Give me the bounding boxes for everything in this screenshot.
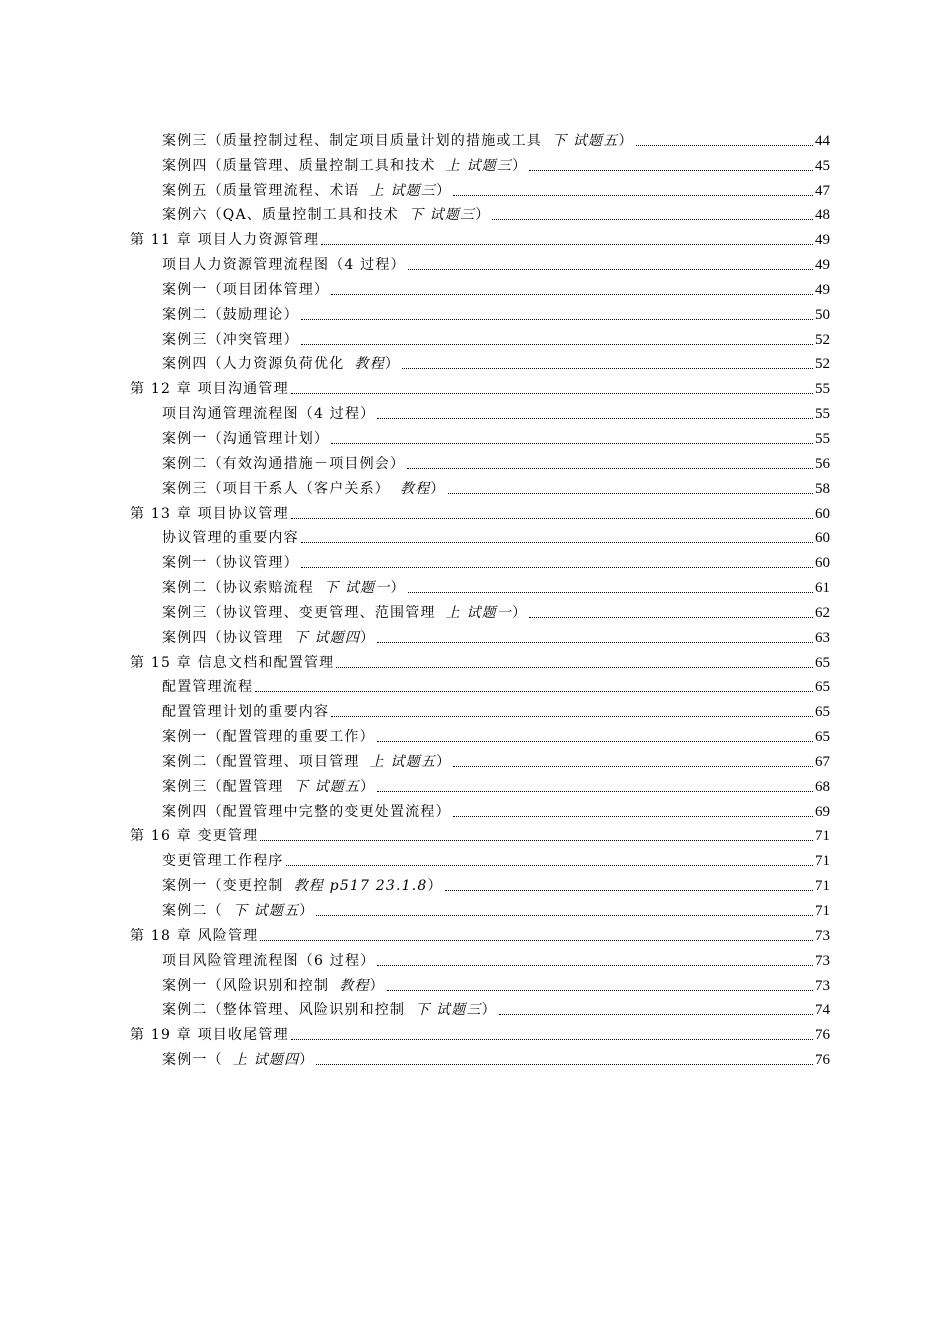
toc-entry-note: 上 试题五 (369, 753, 437, 770)
toc-entry-title (162, 678, 253, 696)
toc-page-number: 49 (815, 232, 830, 249)
toc-entry-text: 项目人力资源管理流程图（4 过程） (162, 257, 406, 274)
toc-section-entry[interactable] (130, 423, 830, 448)
toc-entry-note: 下 试题五 (293, 778, 361, 795)
toc-entry-text: 案例四（质量管理、质量控制工具和技术 (162, 157, 436, 174)
toc-entry-text: 项目风险管理流程图（6 过程） (162, 952, 376, 969)
toc-page-number: 71 (815, 903, 830, 919)
toc-page-number: 50 (815, 306, 830, 323)
toc-entry-close-paren: ） (384, 356, 401, 373)
toc-entry-close-paren: ） (360, 778, 376, 795)
toc-entry-title (162, 703, 329, 721)
toc-entry-title (162, 281, 329, 299)
toc-section-entry[interactable] (130, 299, 830, 324)
toc-page-number: 65 (815, 704, 830, 721)
toc-page-number: 49 (815, 257, 830, 274)
toc-dot-leader (492, 219, 813, 220)
toc-entry-title (162, 629, 375, 647)
toc-dot-leader (445, 890, 813, 891)
toc-section-entry[interactable] (130, 448, 830, 473)
toc-section-entry[interactable] (130, 523, 830, 548)
toc-entry-title (130, 827, 258, 845)
toc-chapter-entry[interactable] (130, 373, 830, 398)
toc-dot-leader (301, 319, 813, 320)
toc-page-number: 69 (815, 803, 830, 820)
toc-dot-leader (336, 667, 813, 668)
toc-entry-text: 案例二（整体管理、风险识别和控制 (162, 1002, 406, 1019)
toc-entry-title (162, 579, 406, 597)
toc-entry-text: 案例三（配置管理 (162, 778, 284, 795)
toc-entry-title (162, 753, 451, 771)
toc-entry-text: 案例三（质量控制过程、制定项目质量计划的措施或工具 (162, 132, 542, 149)
toc-entry-text: 案例六（QA、质量控制工具和技术 (162, 207, 399, 224)
toc-dot-leader (448, 493, 813, 494)
toc-dot-leader (255, 691, 813, 692)
table-of-contents (130, 125, 830, 1069)
toc-page-number: 55 (815, 406, 830, 423)
toc-dot-leader (529, 170, 813, 171)
toc-entry-close-paren: ） (512, 157, 528, 174)
toc-entry-title (162, 952, 375, 970)
toc-page-number: 49 (815, 281, 830, 298)
toc-entry-title (162, 182, 451, 200)
toc-entry-text: 案例一（配置管理的重要工作） (162, 729, 375, 746)
toc-page-number: 65 (815, 654, 830, 671)
toc-entry-close-paren: ） (427, 878, 443, 895)
toc-entry-text: 案例四（人力资源负荷优化 (162, 356, 345, 373)
toc-entry-close-paren: ） (436, 753, 452, 770)
toc-entry-title (130, 654, 334, 672)
toc-entry-title (130, 1026, 289, 1044)
toc-dot-leader (377, 791, 813, 792)
toc-chapter-entry[interactable] (130, 224, 830, 249)
toc-entry-title (162, 1001, 497, 1019)
toc-section-entry[interactable] (130, 845, 830, 870)
toc-entry-text: 案例一（协议管理） (162, 555, 299, 572)
toc-entry-note: 下 试题五 (552, 132, 619, 149)
toc-entry-text: 第 15 章 信息文档和配置管理 (130, 654, 335, 671)
toc-dot-leader (331, 716, 813, 717)
toc-entry-title (162, 902, 314, 920)
toc-entry-title (130, 505, 289, 523)
toc-page-number: 76 (815, 1027, 830, 1044)
toc-section-entry[interactable] (130, 200, 830, 225)
toc-page-number: 60 (815, 530, 830, 547)
toc-dot-leader (301, 344, 813, 345)
toc-dot-leader (453, 766, 813, 767)
toc-entry-text: 配置管理计划的重要内容 (162, 704, 330, 721)
toc-entry-title (162, 877, 443, 895)
toc-entry-close-paren: ） (618, 132, 634, 149)
toc-entry-note: 上 试题四 (232, 1052, 300, 1069)
toc-section-entry[interactable] (130, 970, 830, 995)
toc-entry-title (130, 380, 289, 398)
toc-entry-title (162, 480, 446, 498)
toc-dot-leader (387, 990, 813, 991)
toc-entry-title (162, 529, 299, 547)
toc-dot-leader (260, 840, 813, 841)
toc-dot-leader (529, 617, 813, 618)
toc-dot-leader (291, 518, 813, 519)
toc-entry-close-paren: ） (390, 580, 406, 597)
toc-dot-leader (453, 816, 813, 817)
toc-section-entry[interactable] (130, 597, 830, 622)
toc-entry-text: 案例一（沟通管理计划） (162, 430, 330, 447)
toc-entry-text: 案例一（变更控制 (162, 878, 284, 895)
toc-entry-text: 项目沟通管理流程图（4 过程） (162, 406, 376, 423)
toc-dot-leader (260, 940, 813, 941)
toc-entry-text: 案例二（有效沟通措施－项目例会） (162, 455, 406, 472)
toc-entry-title (130, 927, 258, 945)
toc-section-entry[interactable] (130, 672, 830, 697)
toc-section-entry[interactable] (130, 547, 830, 572)
toc-dot-leader (301, 542, 813, 543)
toc-dot-leader (377, 965, 813, 966)
toc-section-entry[interactable] (130, 349, 830, 374)
toc-entry-title (162, 132, 634, 150)
toc-page-number: 58 (815, 480, 830, 497)
toc-chapter-entry[interactable] (130, 1019, 830, 1044)
toc-dot-leader (291, 1039, 813, 1040)
toc-chapter-entry[interactable] (130, 647, 830, 672)
toc-section-entry[interactable] (130, 796, 830, 821)
toc-dot-leader (377, 418, 813, 419)
toc-entry-text: 第 16 章 变更管理 (130, 828, 259, 845)
toc-page-number: 60 (815, 555, 830, 572)
toc-entry-title (162, 852, 284, 870)
toc-entry-close-paren: ） (299, 1052, 315, 1069)
toc-dot-leader (636, 145, 813, 146)
toc-page-number: 76 (815, 1052, 830, 1069)
toc-page-number: 48 (815, 207, 830, 224)
toc-entry-text: 案例四（协议管理 (162, 629, 284, 646)
toc-chapter-entry[interactable] (130, 920, 830, 945)
toc-entry-text: 案例二（配置管理、项目管理 (162, 753, 360, 770)
toc-entry-note: 上 试题三 (445, 157, 513, 174)
toc-page-number: 56 (815, 455, 830, 472)
toc-page-number: 52 (815, 331, 830, 348)
toc-section-entry[interactable] (130, 473, 830, 498)
toc-entry-title (162, 405, 375, 423)
toc-entry-note: 教程 (400, 480, 431, 497)
toc-entry-title (162, 157, 527, 175)
toc-section-entry[interactable] (130, 398, 830, 423)
toc-entry-text: 案例二（鼓励理论） (162, 306, 299, 323)
toc-entry-note: 下 试题三 (408, 207, 476, 224)
toc-entry-close-paren: ） (475, 207, 491, 224)
toc-entry-title (162, 778, 375, 796)
toc-entry-text: 第 19 章 项目收尾管理 (130, 1027, 289, 1044)
toc-entry-text: 案例二（协议索赔流程 (162, 580, 314, 597)
toc-entry-title (162, 256, 406, 274)
toc-dot-leader (377, 741, 813, 742)
toc-entry-text: 第 13 章 项目协议管理 (130, 505, 289, 522)
toc-entry-note: 下 试题一 (324, 580, 391, 597)
toc-entry-text: 第 11 章 项目人力资源管理 (130, 232, 320, 249)
toc-section-entry[interactable] (130, 150, 830, 175)
toc-entry-title (162, 554, 299, 572)
toc-page-number: 60 (815, 505, 830, 522)
toc-dot-leader (316, 915, 813, 916)
toc-chapter-entry[interactable] (130, 821, 830, 846)
toc-dot-leader (301, 567, 813, 568)
toc-dot-leader (331, 294, 813, 295)
toc-page-number: 44 (815, 132, 830, 149)
toc-page-number: 65 (815, 729, 830, 746)
toc-entry-close-paren: ） (430, 480, 446, 497)
toc-entry-text: 案例三（冲突管理） (162, 331, 299, 348)
toc-entry-text: 案例四（配置管理中完整的变更处置流程） (162, 803, 451, 820)
toc-dot-leader (291, 393, 813, 394)
toc-entry-note: 下 试题三 (415, 1002, 482, 1019)
toc-dot-leader (286, 865, 813, 866)
toc-page-number: 65 (815, 679, 830, 696)
toc-section-entry[interactable] (130, 721, 830, 746)
toc-entry-close-paren: ） (360, 629, 376, 646)
toc-entry-title (162, 306, 299, 324)
toc-section-entry[interactable] (130, 572, 830, 597)
toc-page-number: 74 (815, 1002, 830, 1019)
toc-entry-title (162, 1051, 314, 1069)
toc-page-number: 45 (815, 157, 830, 174)
toc-page-number: 73 (815, 977, 830, 994)
toc-page-number: 71 (815, 878, 830, 895)
toc-dot-leader (402, 368, 813, 369)
toc-dot-leader (408, 592, 813, 593)
toc-entry-title (162, 803, 451, 821)
toc-section-entry[interactable] (130, 324, 830, 349)
toc-page-number: 73 (815, 927, 830, 944)
toc-dot-leader (377, 642, 813, 643)
toc-section-entry[interactable] (130, 870, 830, 895)
toc-dot-leader (407, 468, 813, 469)
toc-entry-title (162, 728, 375, 746)
toc-entry-title (162, 331, 299, 349)
toc-page-number: 68 (815, 778, 830, 795)
toc-entry-close-paren: ） (481, 1002, 497, 1019)
toc-entry-title (162, 430, 329, 448)
toc-chapter-entry[interactable] (130, 498, 830, 523)
toc-entry-note: 教程 p517 23.1.8 (293, 878, 428, 895)
toc-page-number: 62 (815, 604, 830, 621)
toc-entry-note: 下 试题五 (232, 903, 300, 919)
toc-entry-close-paren: ） (512, 604, 528, 621)
toc-page-number: 71 (815, 828, 830, 845)
toc-entry-text: 案例一（项目团体管理） (162, 281, 330, 298)
toc-entry-text: 配置管理流程 (162, 679, 254, 696)
toc-dot-leader (408, 269, 813, 270)
toc-section-entry[interactable] (130, 249, 830, 274)
toc-entry-text: 案例一（风险识别和控制 (162, 977, 330, 994)
toc-section-entry[interactable] (130, 175, 830, 200)
toc-section-entry[interactable] (130, 622, 830, 647)
toc-section-entry[interactable] (130, 696, 830, 721)
toc-section-entry[interactable] (130, 895, 830, 920)
toc-entry-text: 第 12 章 项目沟通管理 (130, 381, 289, 398)
toc-page-number: 61 (815, 580, 830, 597)
toc-entry-close-paren: ） (436, 182, 452, 199)
toc-section-entry[interactable] (130, 125, 830, 150)
toc-entry-text: 案例一（ (162, 1052, 223, 1069)
toc-dot-leader (499, 1014, 813, 1015)
toc-section-entry[interactable] (130, 771, 830, 796)
toc-dot-leader (331, 443, 813, 444)
toc-entry-title (162, 455, 405, 473)
toc-entry-note: 下 试题四 (293, 629, 361, 646)
toc-page-number: 52 (815, 356, 830, 373)
toc-entry-close-paren: ） (299, 903, 315, 919)
toc-entry-title (162, 355, 400, 373)
toc-entry-note: 教程 (339, 977, 370, 994)
toc-entry-title (162, 977, 385, 995)
toc-entry-text: 案例三（协议管理、变更管理、范围管理 (162, 604, 436, 621)
toc-entry-note: 上 试题一 (445, 604, 513, 621)
toc-page-number: 63 (815, 629, 830, 646)
toc-entry-title (162, 604, 527, 622)
toc-entry-text: 第 18 章 风险管理 (130, 927, 259, 944)
toc-page-number: 55 (815, 381, 830, 398)
toc-page-number: 67 (815, 753, 830, 770)
toc-entry-text: 案例二（ (162, 903, 223, 919)
toc-section-entry[interactable] (130, 1044, 830, 1069)
toc-entry-note: 上 试题三 (369, 182, 437, 199)
toc-dot-leader (316, 1064, 813, 1065)
toc-entry-text: 案例三（项目干系人（客户关系） (162, 480, 390, 497)
toc-entry-title (130, 231, 319, 249)
toc-entry-note: 教程 (354, 356, 385, 373)
toc-entry-text: 案例五（质量管理流程、术语 (162, 182, 360, 199)
toc-section-entry[interactable] (130, 945, 830, 970)
toc-entry-title (162, 206, 490, 224)
toc-page-number: 55 (815, 430, 830, 447)
toc-page-number: 47 (815, 182, 830, 199)
toc-dot-leader (321, 244, 813, 245)
toc-dot-leader (453, 195, 813, 196)
toc-section-entry[interactable] (130, 746, 830, 771)
toc-entry-text: 协议管理的重要内容 (162, 530, 299, 547)
toc-page-number: 73 (815, 952, 830, 969)
toc-entry-close-paren: ） (369, 977, 385, 994)
toc-entry-text: 变更管理工作程序 (162, 853, 284, 870)
toc-section-entry[interactable] (130, 274, 830, 299)
toc-section-entry[interactable] (130, 995, 830, 1020)
toc-page-number: 71 (815, 853, 830, 870)
